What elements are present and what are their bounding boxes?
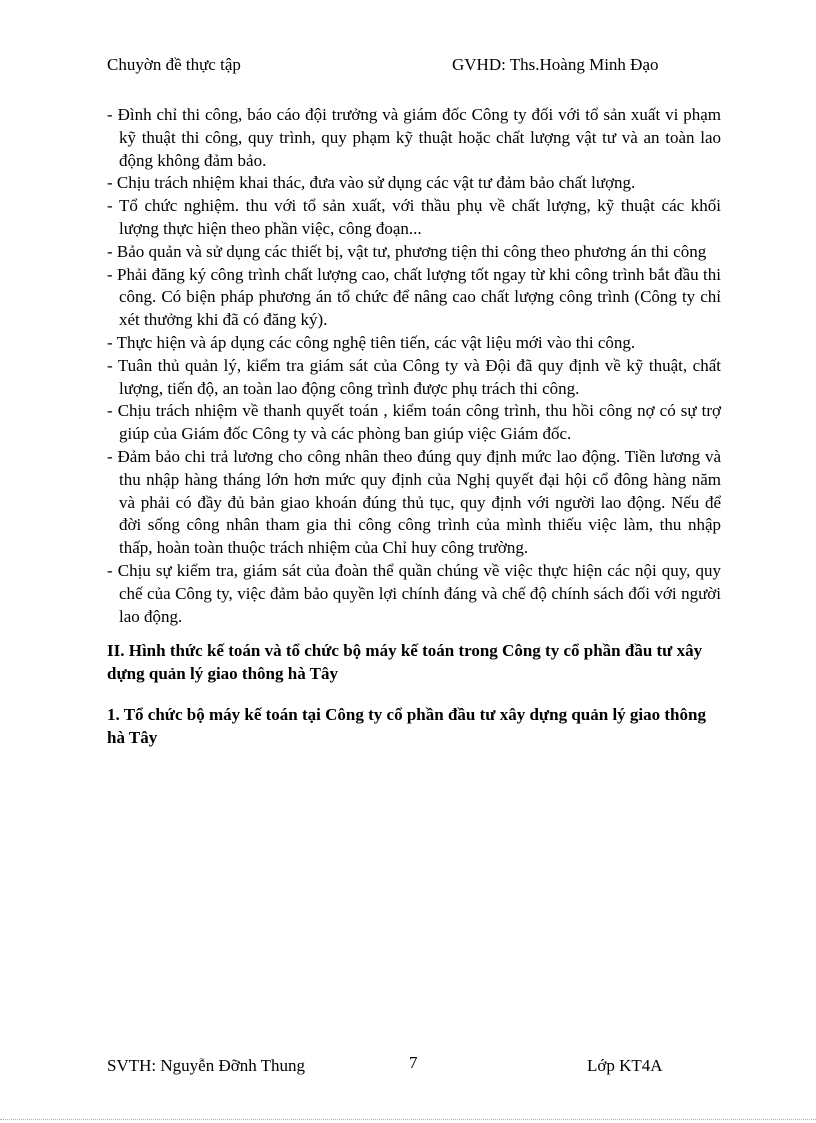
bullet-item: - Đình chỉ thi công, báo cáo đội trưởng và giám đốc Công ty đối với tổ sản xuất vi phạm kỹ thuật thi công, quy trình, quy phạm kỹ thuật hoặc chất lượng vật tư và an toàn lao động không đảm bảo.: [107, 105, 721, 170]
bullet-item: - Chịu trách nhiệm khai thác, đưa vào sử dụng các vật tư đảm bảo chất lượng.: [107, 173, 636, 193]
page-body: [107, 104, 721, 750]
subsection-heading: 1. Tổ chức bộ máy kế toán tại Công ty cổ phần đầu tư xây dựng quản lý giao thông hà Tây: [107, 704, 706, 747]
footer-class: Lớp KT4A: [587, 1056, 663, 1075]
page-number: 7: [409, 1053, 418, 1072]
bullet-item: - Thực hiện và áp dụng các công nghệ tiên tiến, các vật liệu mới vào thi công.: [107, 332, 636, 352]
bullet-item: - Bảo quản và sử dụng các thiết bị, vật tư, phương tiện thi công theo phương án thi công: [107, 241, 707, 261]
footer-student: SVTH: Nguyễn Đỡnh Thung: [107, 1056, 306, 1075]
bullet-item: - Tuân thủ quản lý, kiểm tra giám sát của Công ty và Đội đã quy định về kỹ thuật, chất lượng, tiến độ, an toàn lao động công trình được phụ trách thi công.: [107, 355, 721, 398]
bullet-item: - Phải đăng ký công trình chất lượng cao, chất lượng tốt ngay từ khi công trình bắt đầu thi công. Có biện pháp phương án tổ chức để nâng cao chất lượng công trình (Công ty chỉ xét thưởng khi đã có đăng ký).: [107, 264, 721, 330]
bullet-item: - Chịu trách nhiệm về thanh quyết toán , kiểm toán công trình, thu hồi công nợ có sự trợ giúp của Giám đốc Công ty và các phòng ban giúp việc Giám đốc.: [107, 401, 721, 444]
page-break-line: [0, 1119, 816, 1120]
section-heading: II. Hình thức kế toán và tổ chức bộ máy kế toán trong Công ty cổ phần đầu tư xây dựng quản lý giao thông hà Tây: [107, 641, 703, 684]
bullet-item: - Chịu sự kiểm tra, giám sát của đoàn thể quần chúng về việc thực hiện các nội quy, quy chế của Công ty, việc đảm bảo quyền lợi chính đáng và chế độ chính sách đối với người lao động.: [107, 560, 721, 626]
header-supervisor: GVHD: Ths.Hoàng Minh Đạo: [452, 55, 659, 74]
page-footer: [107, 1053, 717, 1079]
page-header: [107, 55, 717, 81]
header-topic: Chuyờn đề thực tập: [107, 55, 241, 74]
bullet-item: - Đảm bảo chi trả lương cho công nhân theo đúng quy định mức lao động. Tiền lương và thu nhập hàng tháng lớn hơn mức quy định của Nghị quyết đại hội cổ đông hàng năm và phải có đầy đủ bản giao khoán đúng thủ tục, quy định với người lao động. Nếu để đời sống công nhân tham gia thi công công trình của mình thiếu việc làm, thu nhập thấp, hoàn toàn thuộc trách nhiệm của Chỉ huy công trường.: [107, 446, 721, 558]
bullet-item: - Tổ chức nghiệm. thu với tổ sản xuất, với thầu phụ về chất lượng, kỹ thuật các khối lượng thực hiện theo phần việc, công đoạn...: [107, 196, 721, 238]
